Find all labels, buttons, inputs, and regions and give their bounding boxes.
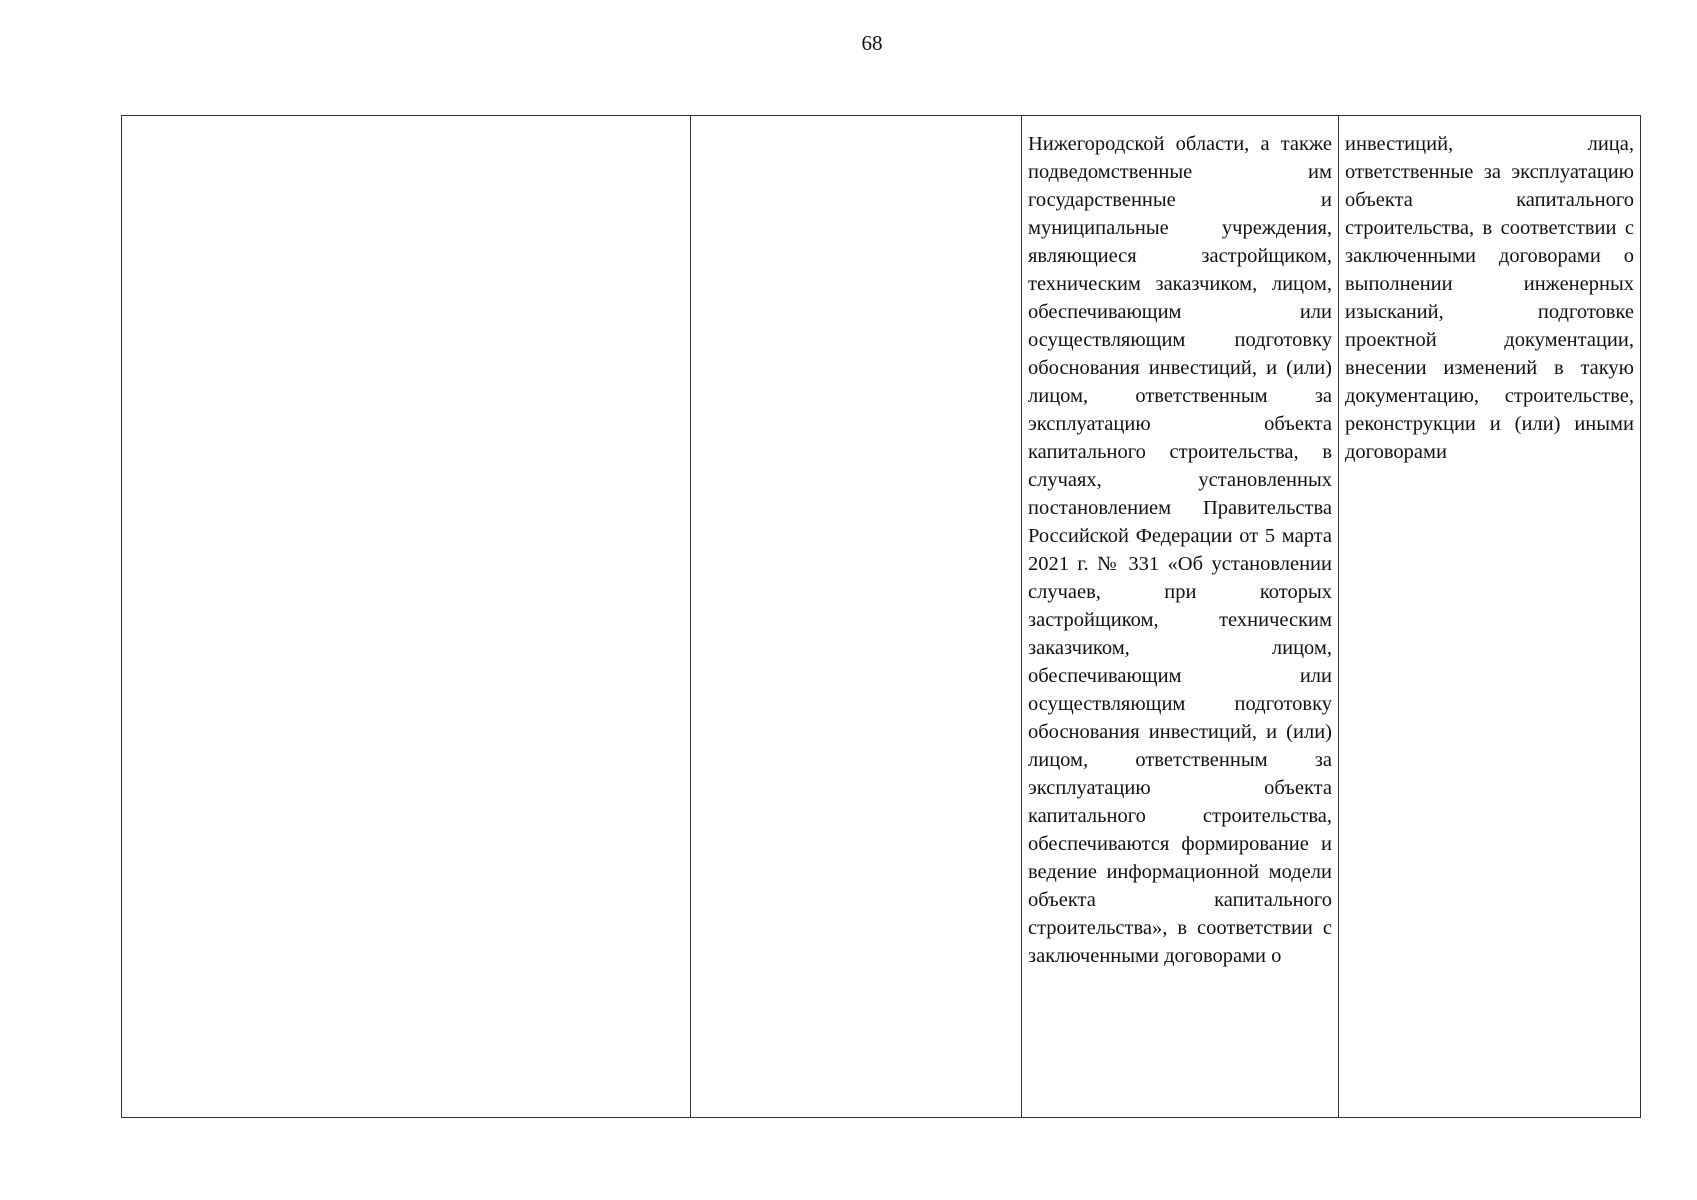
table-row [122, 116, 1641, 1118]
table-cell-col2 [691, 116, 1022, 1118]
continuation-table [121, 115, 1641, 1118]
cell-text-col3: Нижегородской области, а также подведомственные им государственные и муниципальные учреждения, являющиеся застройщиком, техническим заказчиком, лицом, обеспечивающим или осуществляющим подготовку обоснования инвестиций, и (или) лицом, ответственным за эксплуатацию объекта капитального строительства, в случаях, установленных постановлением Правительства Российской Федерации от 5 марта 2021 г. № 331 «Об установлении случаев, при которых застройщиком, техническим заказчиком, лицом, обеспечивающим или осуществляющим подготовку обоснования инвестиций, и (или) лицом, ответственным за эксплуатацию объекта капитального строительства, обеспечиваются формирование и ведение информационной модели объекта капитального строительства», в соответствии с заключенными договорами о [1028, 133, 1332, 967]
table-cell-col1 [122, 116, 691, 1118]
page-number: 68 [861, 31, 883, 55]
cell-text-col2 [691, 116, 1021, 130]
table-cell-col3 [1022, 116, 1339, 1118]
table-cell-col4 [1339, 116, 1641, 1118]
cell-text-col1 [122, 116, 690, 130]
cell-text-col4: инвестиций, лица, ответственные за эксплуатацию объекта капитального строительства, в соответствии с заключенными договорами о выполнении инженерных изысканий, подготовке проектной документации, внесении изменений в такую документацию, строительстве, реконструкции и (или) иными договорами [1345, 133, 1634, 463]
